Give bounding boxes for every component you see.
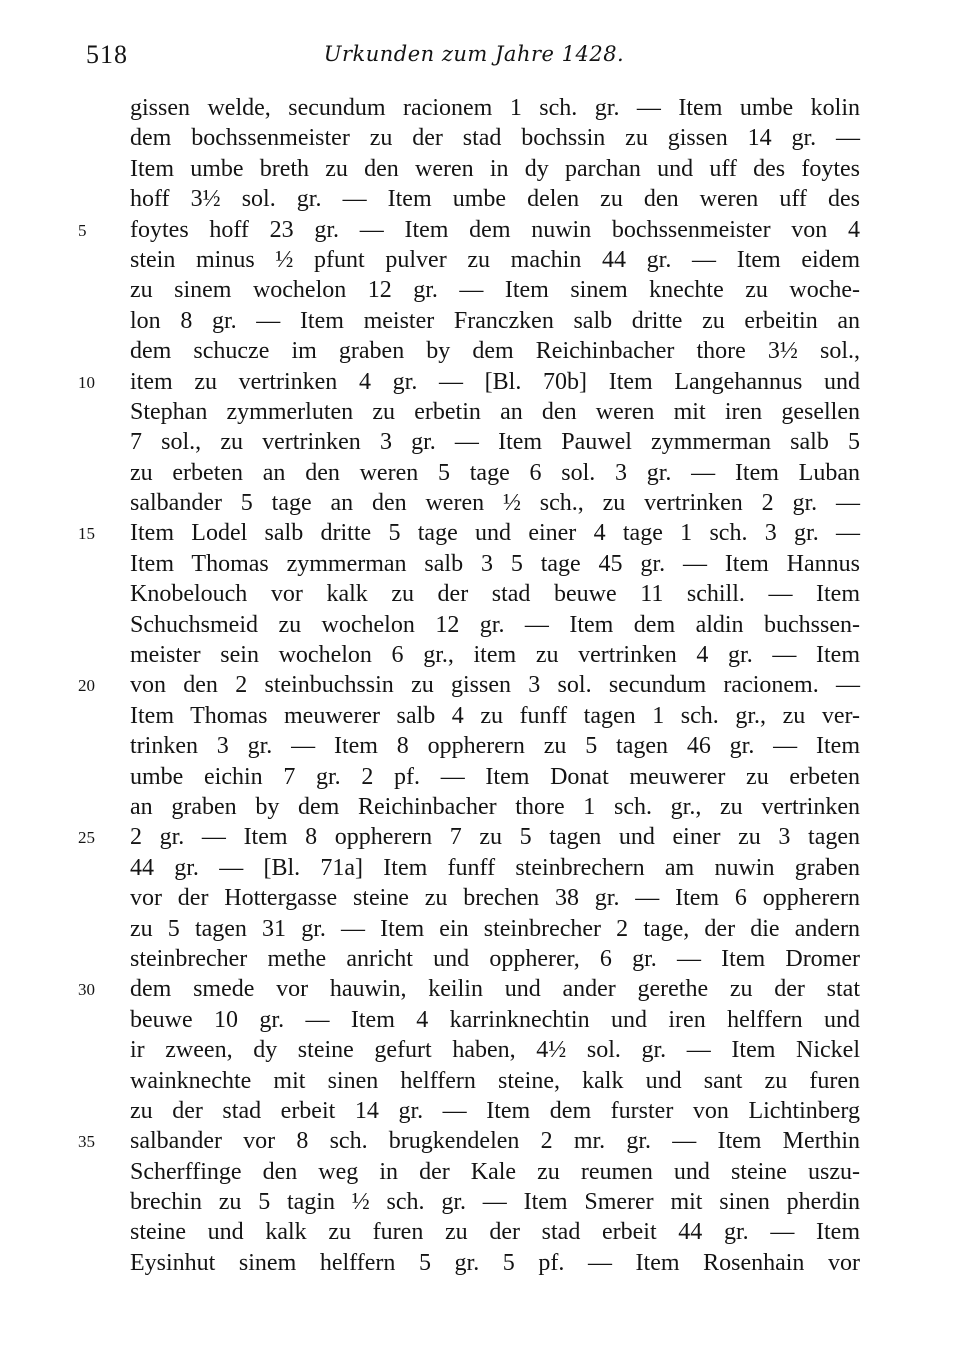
text-line [0, 1066, 960, 1096]
text-line [0, 944, 960, 974]
text-line [0, 701, 960, 731]
text-line [0, 336, 960, 366]
line-text: vor der Hottergasse steine zu brechen 38 gr. — Item 6 oppherern [130, 885, 860, 912]
line-text: gissen welde, secundum racionem 1 sch. gr. — Item umbe kolin [130, 95, 860, 121]
text-line [0, 1217, 960, 1247]
line-text: Item Lodel salb dritte 5 tage und einer 4 tage 1 sch. 3 gr. — [130, 520, 860, 547]
text-line [0, 1035, 960, 1065]
line-text: foytes hoff 23 gr. — Item dem nuwin bochssenmeister von 4 [130, 216, 860, 243]
line-text: Item umbe breth zu den weren in dy parchan und uff des foytes [130, 155, 860, 182]
page-number: 518 [86, 40, 128, 69]
text-line [0, 518, 960, 548]
line-text: 2 gr. — Item 8 oppherern 7 zu 5 tagen und einer zu 3 tagen [130, 824, 860, 851]
line-text: steine und kalk zu furen zu der stad erbeit 44 gr. — Item [130, 1219, 860, 1246]
text-line [0, 762, 960, 792]
line-text: von den 2 steinbuchssin zu gissen 3 sol. secundum racionem. — [130, 672, 860, 699]
text-line [0, 184, 960, 214]
text-line [0, 1096, 960, 1126]
line-text: salbander vor 8 sch. brugkendelen 2 mr. gr. — Item Merthin [130, 1128, 860, 1155]
line-text: Knobelouch vor kalk zu der stad beuwe 11 schill. — Item [130, 581, 860, 608]
line-number: 35 [78, 1132, 95, 1152]
page-header [86, 40, 862, 80]
line-text: Eysinhut sinem helffern 5 gr. 5 pf. — Item Rosenhain vor [130, 1249, 860, 1276]
text-line [0, 1187, 960, 1217]
line-text: Stephan zymmerluten zu erbetin an den weren mit iren gesellen [130, 398, 860, 425]
text-line [0, 549, 960, 579]
text-line [0, 1126, 960, 1156]
text-line [0, 427, 960, 457]
text-line [0, 397, 960, 427]
line-text: zu 5 tagen 31 gr. — Item ein steinbrecher 2 tage, der die andern [130, 915, 860, 942]
line-text: stein minus ½ pfunt pulver zu machin 44 gr. — Item eidem [130, 246, 860, 273]
line-text: zu erbeten an den weren 5 tage 6 sol. 3 gr. — Item Luban [130, 459, 860, 486]
line-text: beuwe 10 gr. — Item 4 karrinknechtin und iren helffern und [130, 1006, 860, 1033]
text-line [0, 367, 960, 397]
line-text: dem smede vor hauwin, keilin und ander gerethe zu der stat [130, 976, 860, 1003]
line-number: 10 [78, 372, 95, 392]
line-text: umbe eichin 7 gr. 2 pf. — Item Donat meuwerer zu erbeten [130, 763, 860, 790]
line-text: Item Thomas meuwerer salb 4 zu funff tagen 1 sch. gr., zu ver- [130, 702, 860, 729]
line-text: an graben by dem Reichinbacher thore 1 sch. gr., zu vertrinken [130, 793, 860, 820]
text-line [0, 123, 960, 153]
running-head: Urkunden zum Jahre 1428. [323, 42, 625, 66]
line-text: dem bochssenmeister zu der stad bochssin zu gissen 14 gr. — [130, 125, 860, 152]
text-line [0, 610, 960, 640]
line-text: wainknechte mit sinen helffern steine, kalk und sant zu furen [130, 1067, 860, 1094]
line-text: hoff 3½ sol. gr. — Item umbe delen zu den weren uff des [130, 186, 860, 213]
line-text: brechin zu 5 tagin ½ sch. gr. — Item Smerer mit sinen pherdin [130, 1189, 860, 1216]
line-text: trinken 3 gr. — Item 8 oppherern zu 5 tagen 46 gr. — Item [130, 733, 860, 760]
line-text: dem schucze im graben by dem Reichinbacher thore 3½ sol., [130, 338, 860, 365]
line-text: steinbrecher methe anricht und oppherer, 6 gr. — Item Dromer [130, 945, 860, 972]
line-text: zu sinem wochelon 12 gr. — Item sinem knechte zu woche- [130, 277, 860, 304]
text-line [0, 275, 960, 305]
line-number: 25 [78, 828, 95, 848]
text-line [0, 93, 960, 123]
text-line [0, 670, 960, 700]
line-number: 20 [78, 676, 95, 696]
text-line [0, 215, 960, 245]
line-text: item zu vertrinken 4 gr. — [Bl. 70b] Item Langehannus und [130, 368, 860, 395]
line-text: zu der stad erbeit 14 gr. — Item dem furster von Lichtinberg [130, 1097, 860, 1124]
text-line [0, 914, 960, 944]
text-line [0, 1248, 960, 1278]
text-line [0, 245, 960, 275]
line-text: 44 gr. — [Bl. 71a] Item funff steinbrechern am nuwin graben [130, 854, 860, 881]
text-line [0, 883, 960, 913]
text-line [0, 731, 960, 761]
line-number: 30 [78, 980, 95, 1000]
body-text [0, 93, 960, 1278]
text-line [0, 306, 960, 336]
text-line [0, 488, 960, 518]
text-line [0, 974, 960, 1004]
text-line [0, 458, 960, 488]
line-number: 15 [78, 524, 95, 544]
line-text: 7 sol., zu vertrinken 3 gr. — Item Pauwel zymmerman salb 5 [130, 429, 860, 456]
text-line [0, 822, 960, 852]
line-text: ir zween, dy steine gefurt haben, 4½ sol. gr. — Item Nickel [130, 1037, 860, 1064]
text-line [0, 792, 960, 822]
line-text: meister sein wochelon 6 gr., item zu vertrinken 4 gr. — Item [130, 642, 860, 669]
text-line [0, 640, 960, 670]
text-line [0, 579, 960, 609]
text-line [0, 1157, 960, 1187]
line-number: 5 [78, 220, 87, 240]
line-text: Item Thomas zymmerman salb 3 5 tage 45 gr. — Item Hannus [130, 550, 860, 577]
text-line [0, 1005, 960, 1035]
line-text: salbander 5 tage an den weren ½ sch., zu vertrinken 2 gr. — [130, 490, 860, 517]
line-text: Scherffinge den weg in der Kale zu reumen und steine uszu- [130, 1158, 860, 1185]
text-line [0, 853, 960, 883]
line-text: lon 8 gr. — Item meister Franczken salb dritte zu erbeitin an [130, 307, 860, 334]
line-text: Schuchsmeid zu wochelon 12 gr. — Item dem aldin buchssen- [130, 611, 860, 638]
text-line [0, 154, 960, 184]
